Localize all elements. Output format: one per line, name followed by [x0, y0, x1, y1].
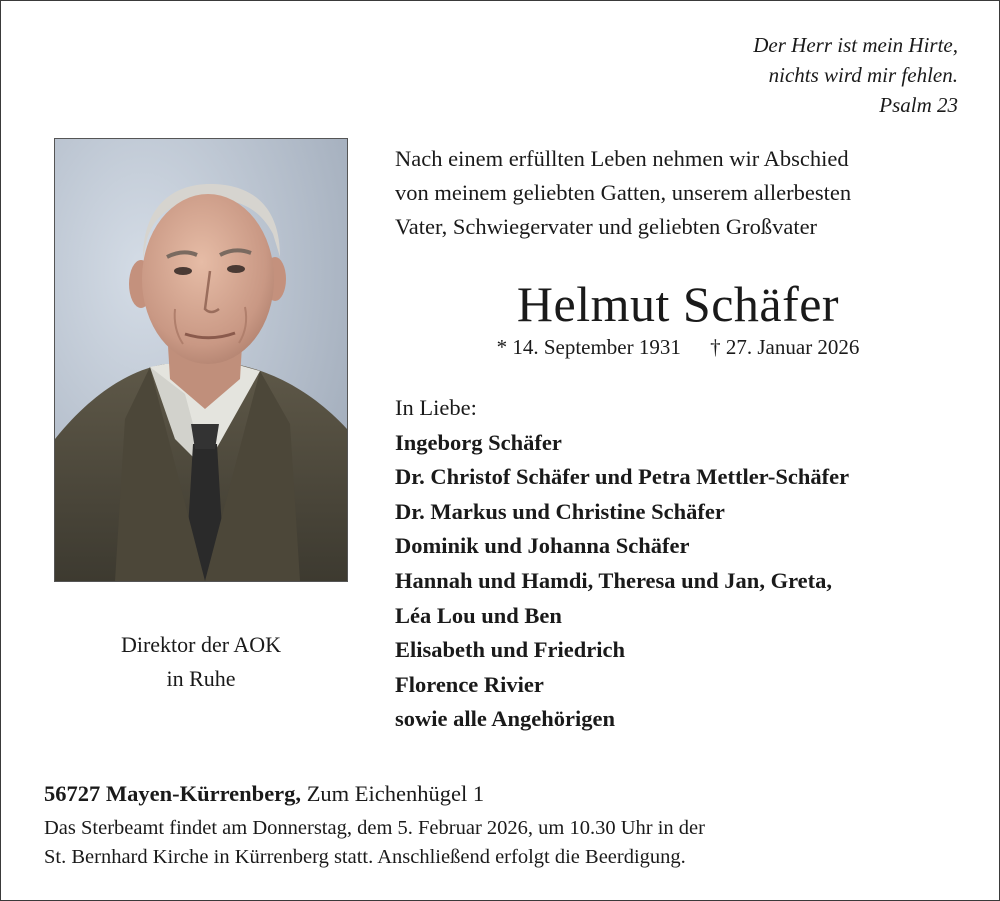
family-address: [44, 778, 484, 810]
mourner-name: Dr. Markus und Christine Schäfer: [395, 498, 725, 524]
verse-line-1: Der Herr ist mein Hirte,: [753, 33, 958, 57]
intro-text: [395, 142, 851, 244]
intro-line-3: Vater, Schwiegervater und geliebten Großvater: [395, 214, 818, 239]
deceased-name: Helmut Schäfer: [516, 276, 840, 332]
funeral-notice: [44, 814, 705, 872]
mourner-name: Elisabeth und Friedrich: [395, 637, 626, 663]
verse-line-2: nichts wird mir fehlen.: [768, 63, 958, 87]
verse-source: Psalm 23: [879, 93, 958, 117]
portrait-photo: [54, 138, 348, 582]
mourner-name: Léa Lou und Ben: [395, 602, 562, 628]
mourner-name: Dominik und Johanna Schäfer: [395, 533, 690, 559]
notice-line-2: St. Bernhard Kirche in Kürrenberg statt. Anschließend erfolgt die Beerdigung.: [44, 846, 686, 868]
title-line-2: in Ruhe: [166, 666, 236, 691]
portrait-illustration: [55, 139, 347, 581]
mourner-name: Florence Rivier: [395, 671, 544, 697]
intro-line-2: von meinem geliebten Gatten, unserem allerbesten: [395, 180, 852, 205]
notice-line-1: Das Sterbeamt findet am Donnerstag, dem 5. Februar 2026, um 10.30 Uhr in der: [44, 817, 705, 839]
address-street: Zum Eichenhügel 1: [306, 781, 485, 806]
mourner-name: Dr. Christof Schäfer und Petra Mettler-Schäfer: [395, 464, 850, 490]
mourner-name: Ingeborg Schäfer: [395, 429, 562, 455]
mourner-name: Hannah und Hamdi, Theresa und Jan, Greta,: [395, 567, 833, 593]
psalm-verse: [753, 30, 958, 120]
address-city: 56727 Mayen-Kürrenberg,: [44, 781, 302, 806]
life-dates: [395, 332, 961, 362]
mourners-lead: In Liebe:: [395, 395, 477, 420]
intro-line-1: Nach einem erfüllten Leben nehmen wir Abschied: [395, 146, 849, 171]
birth-date: * 14. September 1931: [496, 335, 681, 359]
death-date: † 27. Januar 2026: [710, 335, 860, 359]
mourner-name: sowie alle Angehörigen: [395, 706, 615, 732]
title-line-1: Direktor der AOK: [120, 632, 282, 657]
mourners-list: [395, 391, 849, 737]
deceased-title: [54, 628, 348, 696]
